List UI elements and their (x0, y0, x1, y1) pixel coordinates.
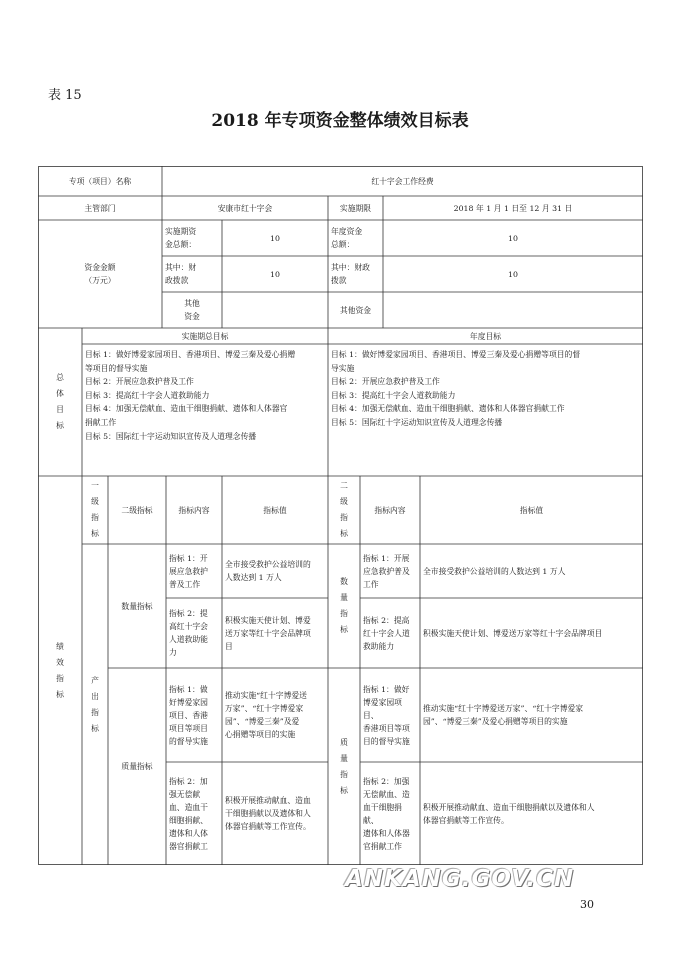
project-name-value: 红十字会工作经费 (371, 176, 434, 186)
output-indicators-label: 产 出 指 标 (91, 675, 99, 733)
period-goal-line: 目标 2：开展应急救护普及工作 (85, 377, 194, 387)
quality-indicator-1-value-right: 推动实施“红十字博爱送万家”、“红十字博爱家 园”、“博爱三秦”及爱心捐赠等项目的实施 (423, 704, 584, 726)
quality-indicator-2-value-right: 积极开展推动献血、造血干细胞捐献以及遗体和人 体器官捐献等工作宣传。 (423, 802, 595, 825)
page-number: 30 (580, 898, 594, 911)
period-goal-line: 目标 4：加强无偿献血、造血干细胞捐献、遗体和人体器官 (85, 404, 288, 414)
quality-indicator-2-value: 积极开展推动献血、造血 干细胞捐献以及遗体和人 体器官捐献等工作宣传。 (225, 796, 311, 831)
period-fiscal-funds-value: 10 (270, 269, 280, 279)
quantity-indicator-1-value: 全市接受救护公益培训的 人数达到 1 万人 (225, 560, 311, 582)
quality-indicator-label-right: 质 量 指 标 (340, 737, 348, 795)
quality-indicator-1-content: 指标 1：做 好博爱家园 项目、香港 项目等项目 的督导实施 (169, 684, 208, 746)
annual-goal-line: 导实施 (331, 363, 355, 373)
document-title: 2018 年专项资金整体绩效目标表 (211, 111, 469, 131)
quantity-indicator-1-content: 指标 1：开 展应急救护 普及工作 (169, 553, 208, 589)
annual-goal-line: 目标 1：做好博爱家园项目、香港项目、博爱三秦及爱心捐赠等项目的督 (331, 350, 581, 359)
period-total-funds-label: 实施期资 金总额： (165, 227, 197, 249)
annual-goal-line: 目标 4：加强无偿献血、造血干细胞捐献、遗体和人体器官捐献工作 (331, 404, 565, 414)
period-goal-line: 等项目的督导实施 (85, 363, 148, 373)
quantity-indicator-1-content-right: 指标 1：开展 应急救护普及 工作 (363, 553, 410, 589)
annual-total-funds-value: 10 (508, 233, 518, 243)
annual-goal-line: 目标 2：开展应急救护普及工作 (331, 377, 440, 387)
table-label: 表 15 (48, 88, 82, 103)
quality-indicator-2-content: 指标 2：加 强无偿献 血、造血干 细胞捐献、 遗体和人体 器官捐献工 (169, 776, 208, 851)
annual-goal-line: 目标 3：提高红十字会人道救助能力 (331, 390, 456, 400)
annual-goals-header: 年度目标 (469, 331, 502, 341)
indicator-content-header: 指标内容 (178, 505, 210, 515)
site-watermark: ANKANG.GOV.CN (345, 866, 575, 892)
indicator-value-header: 指标值 (263, 505, 287, 515)
quantity-indicator-2-content-right: 指标 2：提高 红十字会人道 救助能力 (363, 615, 410, 651)
project-name-label: 专项（项目）名称 (68, 176, 132, 186)
quantity-indicator-2-content: 指标 2：提 高红十字会 人道救助能 力 (169, 609, 208, 657)
period-goal-line: 目标 5：国际红十字运动知识宣传及人道理念传播 (85, 431, 257, 441)
annual-goal-line: 目标 5：国际红十字运动知识宣传及人道理念传播 (331, 417, 503, 427)
period-goals-list (82, 346, 328, 474)
quantity-indicator-2-value-right: 积极实施天使计划、博爱送万家等红十字会品牌项目 (423, 628, 603, 638)
overall-goals-label: 总 体 目 标 (56, 373, 64, 430)
period-goal-line: 捐献工作 (85, 417, 117, 427)
quality-indicator-1-content-right: 指标 1：做好 博爱家园项目、 香港项目等项 目的督导实施 (363, 684, 410, 746)
level2-indicator-header-right: 二 级 指 标 (340, 481, 348, 538)
quantity-indicator-1-value-right: 全市接受救护公益培训的人数达到 1 万人 (423, 566, 566, 576)
quality-indicator-label: 质量指标 (121, 762, 153, 771)
period-goal-line: 目标 3：提高红十字会人道救助能力 (85, 390, 210, 400)
quantity-indicator-label-right: 数 量 指 标 (340, 577, 348, 634)
annual-total-funds-label: 年度资金 总额： (331, 227, 363, 249)
period-other-funds-label: 其他 资金 (184, 299, 200, 321)
performance-indicators-label: 绩 效 指 标 (56, 641, 64, 699)
period-goals-header: 实施期总目标 (181, 331, 229, 341)
annual-other-funds-label: 其他资金 (339, 305, 372, 315)
period-label: 实施期限 (339, 203, 372, 213)
level2-indicator-header: 二级指标 (121, 505, 153, 515)
level1-indicator-header: 一 级 指 标 (91, 481, 99, 538)
period-total-funds-value: 10 (270, 233, 280, 243)
department-label: 主管部门 (84, 203, 116, 213)
indicator-content-header-right: 指标内容 (374, 505, 406, 515)
annual-goals-list (328, 346, 643, 474)
quality-indicator-2-content-right: 指标 2：加强 无偿献血、造 血干细胞捐献、 遗体和人体器 官捐献工作 (363, 776, 410, 851)
quantity-indicator-2-value: 积极实施天使计划、博爱 送万家等红十字会品牌项 目 (225, 615, 311, 651)
performance-target-table (38, 166, 643, 865)
period-value: 2018 年 1 月 1 日至 12 月 31 日 (453, 203, 573, 213)
quantity-indicator-label: 数量指标 (121, 601, 153, 611)
period-fiscal-funds-label: 其中：财 政拨款 (165, 263, 197, 285)
annual-fiscal-funds-value: 10 (508, 269, 518, 279)
indicator-value-header-right: 指标值 (519, 505, 544, 515)
quality-indicator-1-value: 推动实施“红十字博爱送 万家”、“红十字博爱家 园”、“博爱三秦”及爱 心捐赠等项目的实施 (225, 691, 307, 739)
department-value: 安康市红十字会 (217, 203, 273, 213)
annual-fiscal-funds-label: 其中：财政 拨款 (331, 263, 370, 285)
funds-label: 资金金额 （万元） (84, 263, 116, 285)
period-goal-line: 目标 1：做好博爱家园项目、香港项目、博爱三秦及爱心捐赠 (85, 350, 296, 359)
